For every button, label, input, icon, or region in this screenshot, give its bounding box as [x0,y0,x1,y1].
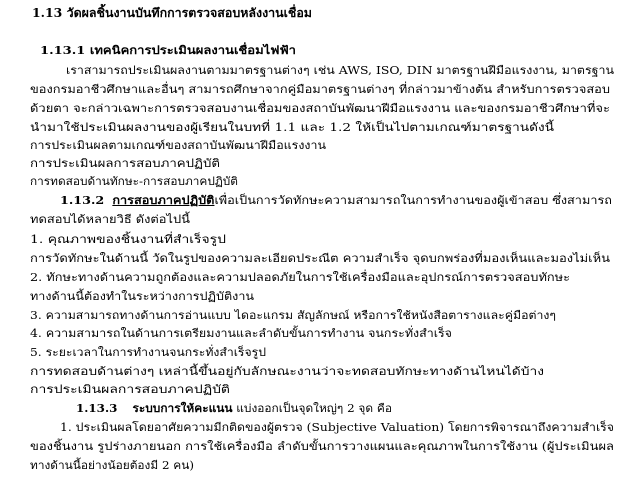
subsection-title-rest: แบ่งออกเป็นจุดใหญ่ๆ 2 จุด คือ [236,402,392,415]
subsection-number-1-13-3: 1.13.3 [76,402,118,415]
paragraph-line: การประเมินผลตามเกณฑ์ของสถาบันพัฒนาฝีมือแรงงาน [30,139,326,152]
paragraph-line: ด้วยตา จะกล่าวเฉพาะการตรวจสอบงานเชื่อมของสถาบันพัฒนาฝีมือแรงงาน และของกรมอาชีวศึกษาที่จะ [30,102,610,115]
paragraph-line: ทดสอบได้หลายวิธี ดังต่อไปนี้ [30,213,191,226]
paragraph-line: ของชิ้นงาน รูปร่างภายนอก การใช้เครื่องมือ ลำดับขั้นการวางแผนและคุณภาพในการใช้งาน (ผู้ประเมินผล [30,440,614,453]
paragraph-line: นำมาใช้ประเมินผลงานของผู้เรียนในบทที่ 1.1 และ 1.2 ให้เป็นไปตามเกณฑ์มาตรฐานดังนี้ [30,121,554,134]
subsection-title-1-13-1: 1.13.1 เทคนิคการประเมินผลงานเชื่อมไฟฟ้า [40,44,296,57]
paragraph-line: ของกรมอาชีวศึกษาและอื่นๆ สามารถศึกษาจากคู่มือมาตรฐานต่างๆ ที่กล่าวมาข้างต้น สำหรับการตรวจสอบ [30,83,610,96]
subsection-title-1-13-2: การสอบภาคปฏิบัติ [112,194,215,207]
paragraph-line: การประเมินผลการสอบภาคปฏิบัติ [30,157,220,170]
paragraph-line: เราสามารถประเมินผลงานตามมาตรฐานต่างๆ เช่น AWS, ISO, DIN มาตรฐานฝีมือแรงงาน, มาตรฐาน [66,64,614,77]
list-item: การทดสอบด้านต่างๆ เหล่านี้ขึ้นอยู่กับลักษณะงานว่าจะทดสอบทักษะทางด้านไหนได้บ้าง [30,365,544,378]
paragraph-line: 1. ประเมินผลโดยอาศัยความมีกติดของผู้ตรวจ (Subjective Valuation) โดยการพิจารณาถึงความสำเร็จ [60,421,614,434]
list-item: 4. ความสามารถในด้านการเตรียมงานและลำดับขั้นการทำงาน จนกระทั่งสำเร็จ [30,327,453,340]
list-item: การประเมินผลการสอบภาคปฏิบัติ [30,383,230,396]
section-heading: 1.13 วัดผลชิ้นงานบันทึกการตรวจสอบหลังงานเชื่อม [32,6,312,20]
subsection-number-1-13-2: 1.13.2 [60,194,105,207]
list-item: 5. ระยะเวลาในการทำงานจนกระทั่งสำเร็จรูป [30,346,266,359]
list-item: การวัดทักษะในด้านนี้ วัดในรูปของความละเอียดประณีต ความสำเร็จ จุดบกพร่องที่มองเห็นและมองไม่เห็น [30,252,610,265]
paragraph-line: การทดสอบด้านทักษะ-การสอบภาคปฏิบัติ [30,175,239,188]
paragraph-line: ทางด้านนี้อย่างน้อยต้องมี 2 คน) [30,459,194,472]
list-item: ทางด้านนี้ต้องทำในระหว่างการปฏิบัติงาน [30,290,254,303]
list-item: 1. คุณภาพของชิ้นงานที่สำเร็จรูป [30,233,226,246]
subsection-title-1-13-3: ระบบการให้คะแนน [132,402,233,415]
list-item: 2. ทักษะทางด้านความถูกต้องและความปลอดภัยในการใช้เครื่องมือและอุปกรณ์การตรวจสอบทักษะ [30,271,570,284]
subsection-intro-1-13-2 [60,193,612,208]
subsection-intro-text: เพื่อเป็นการวัดทักษะความสามารถในการทำงานของผู้เข้าสอบ ซึ่งสามารถ [214,194,612,207]
list-item: 3. ความสามารถทางด้านการอ่านแบบ ไดอะแกรม สัญลักษณ์ หรือการใช้หนังสือตารางและคู่มือต่างๆ [30,309,556,322]
subsection-heading-1-13-3 [76,401,392,416]
